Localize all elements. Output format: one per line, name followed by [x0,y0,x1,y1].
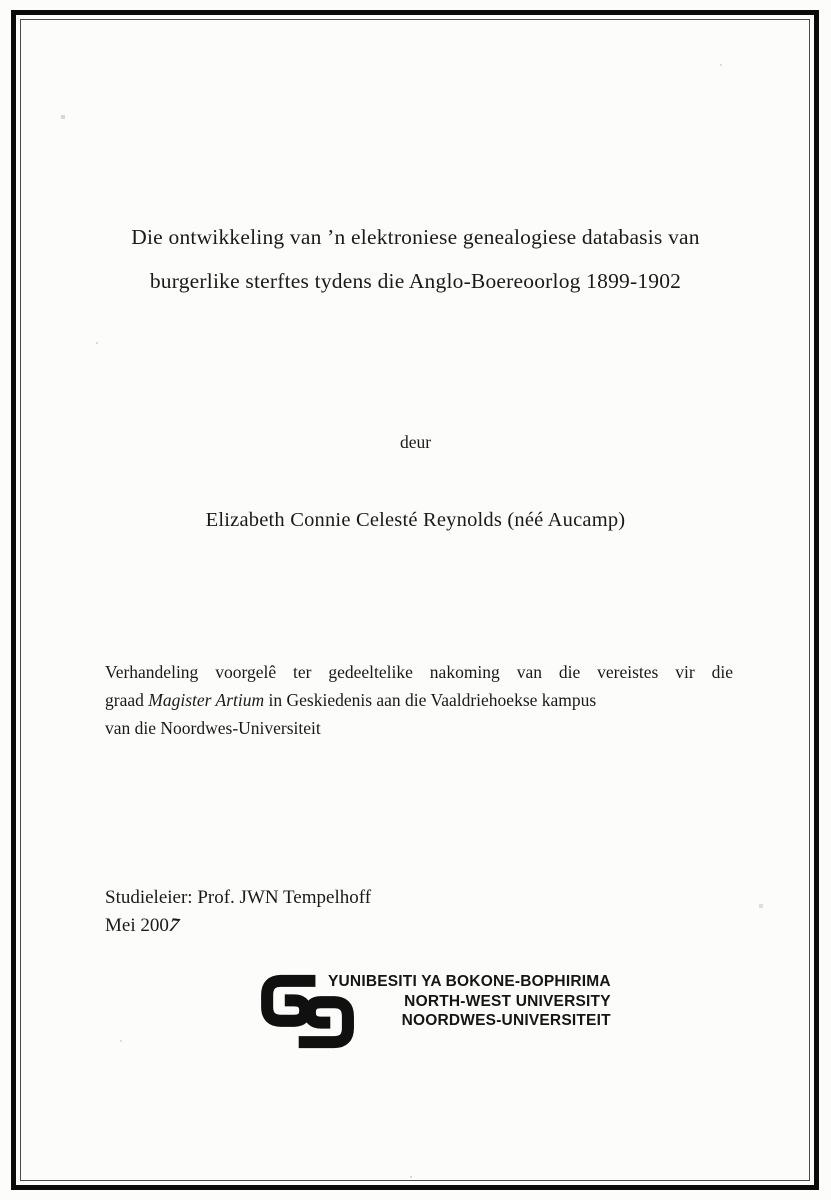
logo-line-afrikaans: NOORDWES-UNIVERSITEIT [401,1012,611,1029]
date-line [105,912,371,940]
nwu-logo-wordmark [328,972,611,1031]
thesis-title-line2: burgerlike sterftes tydens die Anglo-Boereoorlog 1899-1902 [149,269,682,294]
scan-noise-specks [0,0,2,2]
submission-line2-suffix: in Geskiedenis aan die Vaaldriehoekse kampus [264,690,597,710]
date-prefix: Mei 200 [105,915,169,936]
submission-line2 [105,690,596,710]
submission-line3: van die Noordwes-Universiteit [105,718,321,738]
logo-line-english: NORTH-WEST UNIVERSITY [404,992,611,1010]
nwu-logo [256,966,611,1057]
date-final-digit: 7 [165,914,183,937]
supervisor-block [105,884,371,940]
byline-deur: deur [399,432,432,452]
thesis-title [40,215,791,303]
thesis-title-line1: Die ontwikkeling van ’n elektroniese genealogiese databasis van [131,225,700,250]
submission-line2-prefix: graad [105,690,149,710]
logo-line-setswana: YUNIBESITI YA BOKONE-BOPHIRIMA [328,973,611,990]
submission-line1: Verhandeling voorgelê ter gedeeltelike nakoming van die vereistes vir die [105,662,733,682]
degree-name-italic: Magister Artium [148,690,265,710]
submission-statement [105,658,733,742]
supervisor-line: Studieleier: Prof. JWN Tempelhoff [105,887,372,908]
author-name: Elizabeth Connie Celesté Reynolds (néé Aucamp) [205,509,626,531]
